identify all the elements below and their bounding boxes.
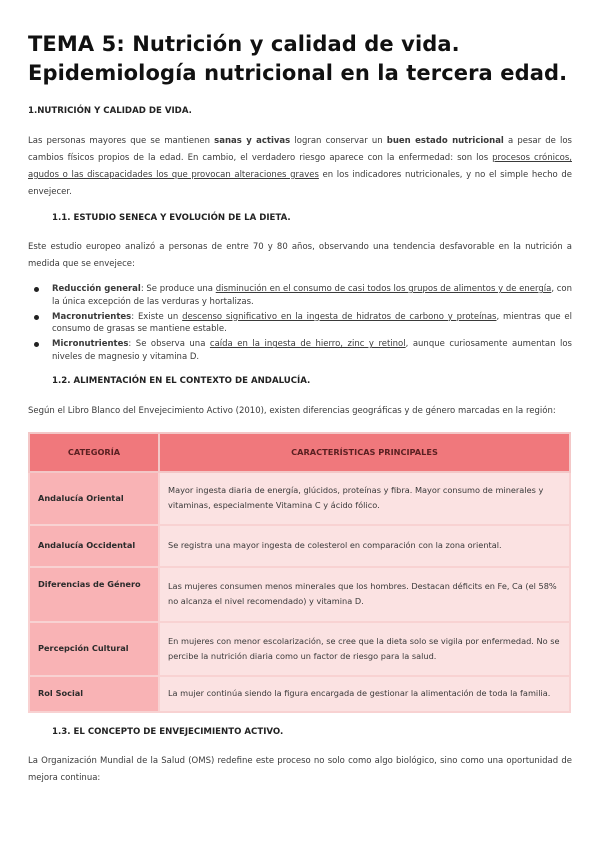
- table-cell-text: Las mujeres consumen menos minerales que los hombres. Destacan déficits en Fe, Ca (el 58% no alcanza el nivel recomendado) y vitamina D.: [159, 567, 570, 622]
- table-cell-category: Percepción Cultural: [29, 622, 159, 676]
- table-header-characteristics: CARACTERÍSTICAS PRINCIPALES: [159, 433, 570, 472]
- text-run: : Se observa una: [128, 339, 210, 350]
- table-cell-text: En mujeres con menor escolarización, se cree que la dieta solo se vigila por enfermedad. No se percibe la nutrición diaria como un factor de riesgo para la salud.: [159, 622, 570, 676]
- bullet-icon: [34, 287, 39, 292]
- text-run: logran conservar un: [290, 136, 387, 146]
- text-run: a pesar de los cambios físicos propios de la edad. En cambio, el verdadero riesgo aparece con la enfermedad: son los: [28, 136, 572, 163]
- paragraph: La Organización Mundial de la Salud (OMS) redefine este proceso no solo como algo biológico, sino como una oportunidad de mejora continua:: [28, 755, 572, 783]
- text-run: , aunque curiosamente aumentan los niveles de magnesio y vitamina D.: [52, 339, 572, 362]
- nutrition-table: [28, 432, 571, 713]
- list-item: [52, 311, 572, 337]
- table-cell-text: Se registra una mayor ingesta de colesterol en comparación con la zona oriental.: [159, 525, 570, 567]
- table-cell-category: Andalucía Oriental: [29, 472, 159, 525]
- document-title: TEMA 5: Nutrición y calidad de vida. Epidemiología nutricional en la tercera edad.: [28, 32, 568, 85]
- subsection-heading: 1.1. ESTUDIO SENECA Y EVOLUCIÓN DE LA DIETA.: [52, 213, 291, 223]
- subsection-heading: 1.3. EL CONCEPTO DE ENVEJECIMIENTO ACTIVO.: [52, 726, 284, 737]
- table-cell-text: Mayor ingesta diaria de energía, glúcidos, proteínas y fibra. Mayor consumo de minerales y vitaminas, especialmente Vitamina C y ácido fólico.: [159, 472, 570, 525]
- subsection-heading: 1.2. ALIMENTACIÓN EN EL CONTEXTO DE ANDALUCÍA.: [52, 375, 311, 386]
- table-cell-text: La mujer continúa siendo la figura encargada de gestionar la alimentación de toda la familia.: [159, 676, 570, 712]
- bullet-list: [28, 283, 572, 364]
- table-cell-category: Diferencias de Género: [29, 567, 159, 622]
- paragraph: Este estudio europeo analizó a personas de entre 70 y 80 años, observando una tendencia desfavorable en la nutrición a medida que se envejece:: [28, 242, 572, 269]
- table-row: [29, 622, 570, 676]
- text-run: Las personas mayores que se mantienen: [28, 136, 215, 146]
- table-cell-category: Andalucía Occidental: [29, 525, 159, 567]
- text-run: en los indicadores nutricionales, y no el simple hecho de envejecer.: [28, 170, 572, 197]
- paragraph: Según el Libro Blanco del Envejecimiento Activo (2010), existen diferencias geográficas y de género marcadas en la región:: [28, 405, 556, 416]
- paragraph: [28, 133, 572, 201]
- table-cell-category: Rol Social: [29, 676, 159, 712]
- list-item: [52, 283, 572, 309]
- bold-text: Reducción general: [52, 284, 141, 294]
- bold-text: Micronutrientes: [52, 339, 129, 350]
- table-row: [29, 567, 570, 622]
- bold-text: Macronutrientes: [52, 311, 132, 322]
- table-row: [29, 676, 570, 712]
- text-run: , con la única excepción de las verduras y hortalizas.: [52, 284, 573, 307]
- text-run: , mientras que el consumo de grasas se mantiene estable.: [52, 311, 573, 335]
- bold-text: buen estado nutricional: [386, 136, 504, 146]
- underlined-text: descenso significativo en la ingesta de hidratos de carbono y proteínas: [182, 311, 497, 322]
- bullet-icon: [34, 342, 39, 347]
- table-row: [29, 525, 570, 567]
- underlined-text: caída en la ingesta de hierro, zinc y retinol: [209, 339, 406, 350]
- table-header-row: [29, 433, 570, 472]
- underlined-text: disminución en el consumo de casi todos los grupos de alimentos y de energía: [215, 284, 552, 294]
- underlined-text: procesos crónicos, agudos o las discapacidades los que provocan alteraciones graves: [28, 153, 572, 180]
- table-header-category: CATEGORÍA: [29, 433, 159, 472]
- table-row: [29, 472, 570, 525]
- text-run: : Se produce una: [140, 284, 216, 294]
- text-run: : Existe un: [131, 311, 183, 322]
- list-item: [52, 338, 572, 364]
- bold-text: sanas y activas: [214, 136, 291, 146]
- section-heading: 1.NUTRICIÓN Y CALIDAD DE VIDA.: [28, 106, 192, 116]
- bullet-icon: [34, 315, 39, 320]
